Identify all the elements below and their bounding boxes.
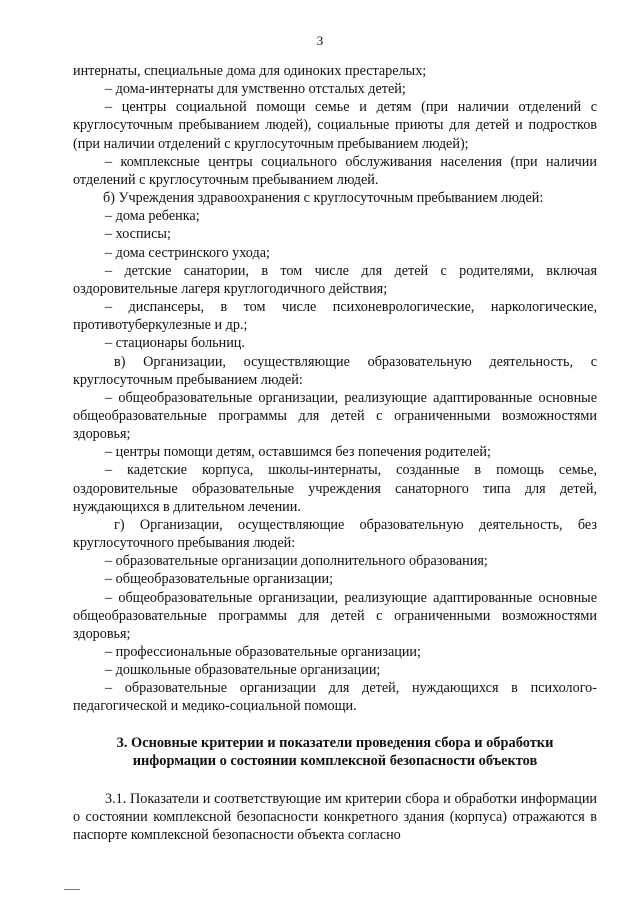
subsection-g-title: г) Организации, осуществляющие образовательную деятельность, без круглосуточного пребывания людей:	[73, 516, 597, 552]
footer-divider	[64, 889, 80, 890]
subsection-v-title: в) Организации, осуществляющие образовательную деятельность, с круглосуточным пребыванием людей:	[73, 353, 597, 388]
paragraph-continuation: интернаты, специальные дома для одиноких престарелых;	[73, 63, 427, 79]
section-paragraph: 3.1. Показатели и соответствующие им критерии сбора и обработки информации о состоянии комплексной безопасности конкретного здания (корпуса) отражаются в паспорте комплексной безопасности объекта согласно	[73, 790, 597, 843]
document-body	[73, 62, 597, 844]
list-item: – детские санатории, в том числе для детей с родителями, включая оздоровительные лагеря круглогодичного действия;	[73, 262, 597, 297]
list-item: – образовательные организации дополнительного образования;	[105, 553, 488, 570]
section-heading: 3. Основные критерии и показатели проведения сбора и обработки информации о состоянии комплексной безопасности объектов	[116, 734, 554, 769]
list-item: – центры помощи детям, оставшимся без попечения родителей;	[105, 444, 491, 461]
list-item: – диспансеры, в том числе психоневрологические, наркологические, противотуберкулезные и др.;	[73, 299, 597, 334]
list-item: – стационары больниц.	[105, 335, 245, 352]
subsection-b-title: б) Учреждения здравоохранения с круглосуточным пребыванием людей:	[103, 190, 544, 207]
list-item: – дома сестринского ухода;	[105, 244, 270, 261]
list-item: – кадетские корпуса, школы-интернаты, созданные в помощь семье, оздоровительные образовательные учреждения санаторного типа для детей, нуждающихся в длительном лечении.	[73, 462, 597, 515]
list-item: – хосписы;	[105, 226, 171, 243]
list-item: – общеобразовательные организации, реализующие адаптированные основные общеобразовательные программы для детей с ограниченными возможностями здоровья;	[73, 589, 597, 642]
list-item: – дошкольные образовательные организации;	[105, 662, 381, 679]
page-number: 3	[316, 33, 324, 48]
list-item: – дома ребенка;	[105, 208, 200, 225]
list-item: – дома-интернаты для умственно отсталых детей;	[105, 81, 406, 98]
list-item: – образовательные организации для детей, нуждающихся в психолого-педагогической и медико-социальной помощи.	[73, 680, 597, 715]
list-item: – профессиональные образовательные организации;	[105, 644, 421, 660]
list-item: – общеобразовательные организации;	[105, 571, 334, 588]
list-item: – центры социальной помощи семье и детям (при наличии отделений с круглосуточным пребыванием людей), социальные приюты для детей и подростков (при наличии отделений с круглосуточным пребыванием людей);	[73, 99, 597, 152]
list-item: – комплексные центры социального обслуживания населения (при наличии отделений с круглосуточным пребыванием людей.	[73, 153, 597, 188]
list-item: – общеобразовательные организации, реализующие адаптированные основные общеобразовательные программы для детей с ограниченными возможностями здоровья;	[73, 389, 597, 443]
